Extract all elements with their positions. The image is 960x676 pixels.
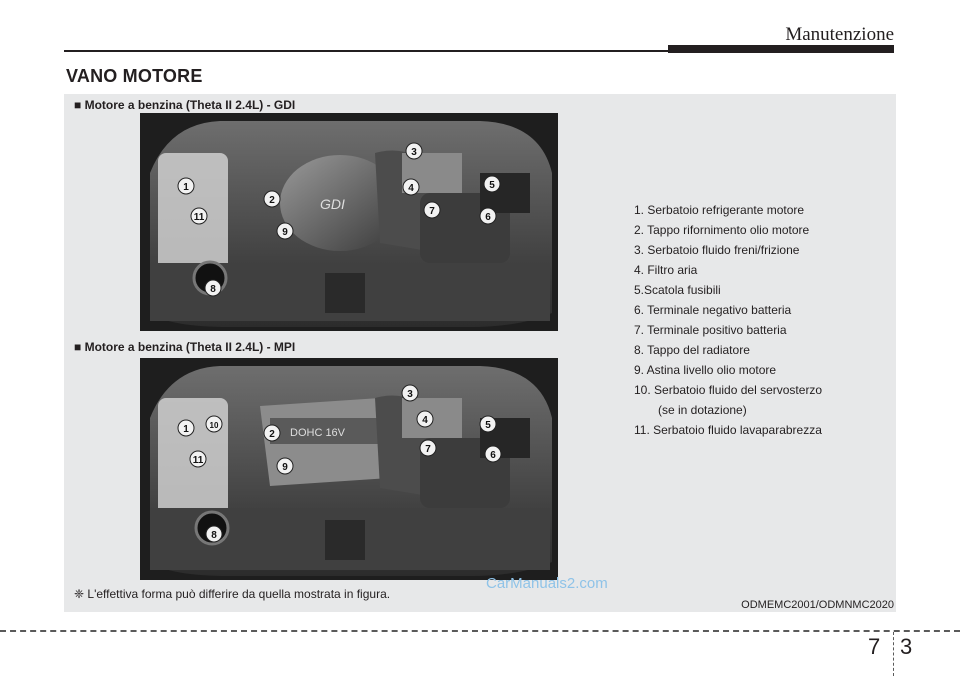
badge-11: 11 [192, 455, 204, 466]
legend-item: 9. Astina livello olio motore [634, 363, 777, 377]
engine-mpi-illustration [140, 358, 558, 580]
legend-item: 10. Serbatoio fluido del servosterzo [634, 383, 823, 397]
legend-item: 11. Serbatoio fluido lavaparabrezza [634, 423, 822, 437]
legend-item: 6. Terminale negativo batteria [634, 303, 792, 317]
component-legend [634, 200, 864, 440]
badge-5: 5 [485, 420, 491, 431]
badge-4: 4 [408, 183, 414, 194]
badge-9: 9 [282, 227, 288, 238]
badge-3: 3 [411, 147, 417, 158]
figure-note: ❈ L'effettiva forma può differire da quella mostrata in figura. [74, 587, 391, 601]
badge-11: 11 [193, 212, 205, 223]
badge-9: 9 [282, 462, 288, 473]
legend-item: 3. Serbatoio fluido freni/frizione [634, 243, 800, 257]
legend-item: 5.Scatola fusibili [634, 283, 721, 297]
watermark: CarManuals2.com [486, 575, 608, 592]
footer-rule [0, 630, 960, 632]
badge-6: 6 [485, 212, 491, 223]
badge-8: 8 [210, 284, 216, 295]
caption-mpi: ■ Motore a benzina (Theta II 2.4L) - MPI [74, 340, 296, 354]
badge-1: 1 [183, 182, 189, 193]
badge-5: 5 [489, 180, 495, 191]
page-divider [893, 632, 894, 676]
badge-7: 7 [429, 206, 435, 217]
badge-4: 4 [422, 415, 428, 426]
engine-gdi-logo: GDI [320, 196, 345, 212]
badge-7: 7 [425, 444, 431, 455]
section-title: VANO MOTORE [66, 66, 203, 86]
caption-gdi: ■ Motore a benzina (Theta II 2.4L) - GDI [74, 98, 296, 112]
badge-10: 10 [209, 421, 219, 430]
chapter-number: 7 [868, 634, 881, 659]
header-title: Manutenzione [785, 24, 894, 45]
header-bar [668, 45, 894, 53]
badge-3: 3 [407, 389, 413, 400]
badge-2: 2 [269, 429, 275, 440]
legend-item: 8. Tappo del radiatore [634, 343, 750, 357]
legend-item: 2. Tappo rifornimento olio motore [634, 223, 810, 237]
image-code: ODMEMC2001/ODMNMC2020 [741, 599, 894, 611]
engine-mpi-logo: DOHC 16V [290, 427, 346, 439]
badge-2: 2 [269, 195, 275, 206]
legend-item: 1. Serbatoio refrigerante motore [634, 203, 805, 217]
badge-1: 1 [183, 424, 189, 435]
legend-item: (se in dotazione) [658, 403, 747, 417]
legend-item: 7. Terminale positivo batteria [634, 323, 787, 337]
page-number: 3 [900, 634, 913, 659]
legend-item: 4. Filtro aria [634, 263, 698, 277]
badge-6: 6 [490, 450, 496, 461]
badge-8: 8 [211, 530, 217, 541]
engine-gdi-illustration [140, 113, 558, 331]
